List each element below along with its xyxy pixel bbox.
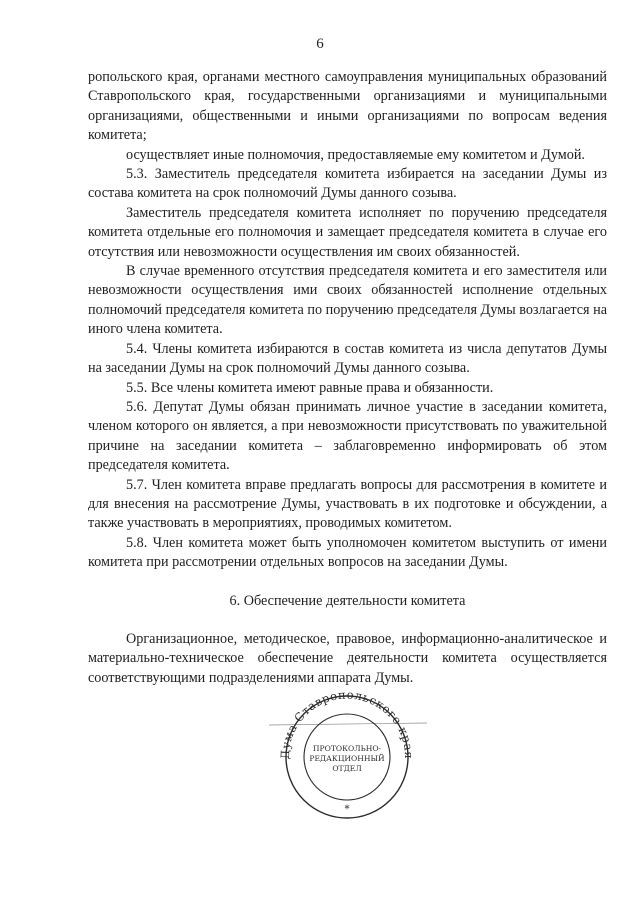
section-heading: 6. Обеспечение деятельности комитета (229, 592, 466, 609)
stamp-star-mark: * (344, 804, 350, 815)
paragraph: 5.3. Заместитель председателя комитета избирается на заседании Думы из состава комитета на срок полномочий Думы данного созыва. (88, 166, 607, 202)
stamp-center-line: ОТДЕЛ (332, 764, 362, 773)
stamp-center-line: ПРОТОКОЛЬНО- (312, 744, 382, 753)
paragraph: В случае временного отсутствия председателя комитета и его заместителя или невозможности осуществления ими своих обязанностей исполнение отдельных полномочий председателя комитета по поручению председателя Думы возлагается на иного члена комитета. (88, 263, 607, 338)
document-body (88, 68, 607, 688)
stamp-ring-text: Дума Ставропольского края (277, 687, 417, 760)
paragraph: осуществляет иные полномочия, предоставляемые ему комитетом и Думой. (126, 146, 585, 163)
paragraph: Заместитель председателя комитета исполняет по поручению председателя комитета отдельные его полномочия и замещает председателя комитета в случае его отсутствия или невозможности осуществления им своих обязанностей. (88, 204, 607, 260)
paragraph: ропольского края, органами местного самоуправления муниципальных образований Ставропольского края, государственными организациями и муниципальными организациями, общественными и иными организациями по вопросам ведения комитета; (88, 69, 607, 144)
official-stamp (267, 687, 427, 820)
paragraph: 5.5. Все члены комитета имеют равные права и обязанности. (126, 379, 494, 396)
paragraph: 5.4. Члены комитета избираются в состав комитета из числа депутатов Думы на заседании Думы на срок полномочий Думы данного созыва. (88, 340, 607, 377)
paragraph: Организационное, методическое, правовое, информационно-аналитическое и материально-техническое обеспечение деятельности комитета осуществляется соответствующими подразделениями аппарата Думы. (88, 630, 607, 686)
stamp-seal-icon (267, 687, 427, 820)
paragraph: 5.6. Депутат Думы обязан принимать личное участие в заседании комитета, членом которого он является, а при невозможности присутствовать по уважительной причине на заседании комитета – заблаговременно информировать об этом председателя комитета. (88, 398, 607, 474)
paragraph: 5.7. Член комитета вправе предлагать вопросы для рассмотрения в комитете и для внесения на рассмотрение Думы, участвовать в их подготовке и обсуждении, а также участвовать в мероприятиях, проводимых комитетом. (88, 476, 607, 532)
page-number: 6 (316, 36, 324, 52)
paragraph: 5.8. Член комитета может быть уполномочен комитетом выступить от имени комитета при рассмотрении отдельных вопросов на заседании Думы. (88, 534, 607, 571)
stamp-center-line: РЕДАКЦИОННЫЙ (309, 754, 385, 763)
